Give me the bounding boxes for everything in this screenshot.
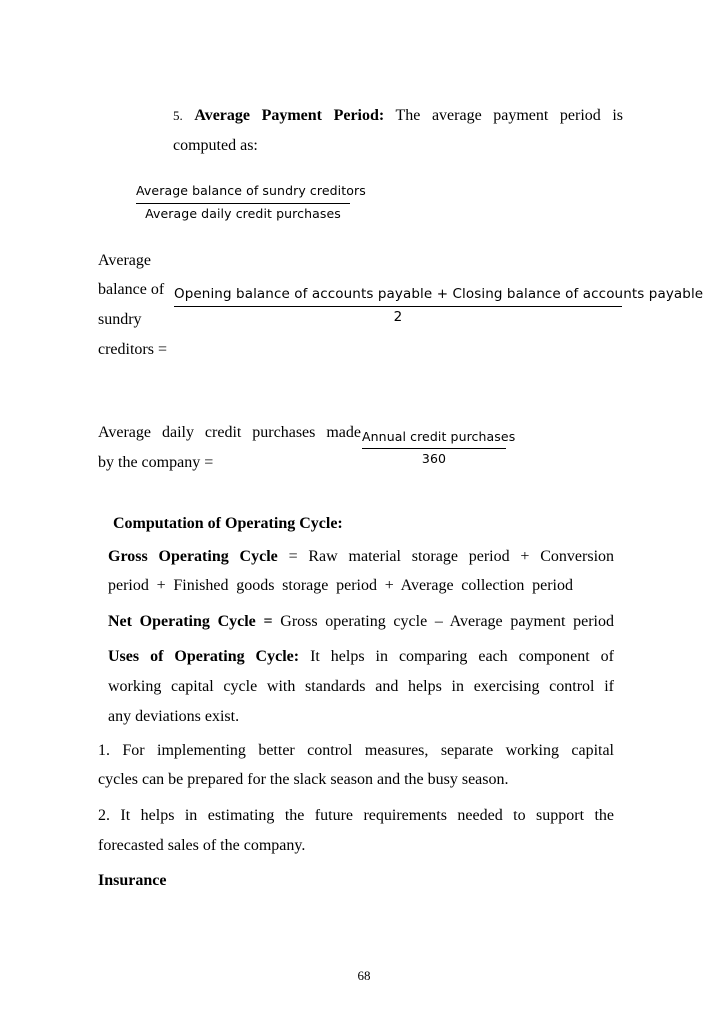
formula2-denominator: 2 — [393, 309, 403, 325]
formula3-numerator: Annual credit purchases — [362, 429, 516, 444]
gross-label: Gross Operating Cycle — [108, 548, 278, 565]
formula1-fraction-bar — [136, 203, 350, 204]
uses-label: Uses of Operating Cycle: — [108, 648, 300, 665]
insurance-heading: Insurance — [98, 872, 167, 889]
point2-line2: forecasted sales of the company. — [98, 837, 306, 854]
net-rest: Gross operating cycle – Average payment period — [280, 613, 614, 630]
formula1-numerator: Average balance of sundry creditors — [136, 183, 366, 198]
formula2-label-line3: sundry — [98, 311, 142, 328]
operating-cycle-heading: Computation of Operating Cycle: — [113, 515, 343, 532]
formula2-label-line4: creditors = — [98, 341, 167, 358]
item5-line1-rest: The average payment period is — [395, 107, 624, 124]
formula2-fraction-bar — [174, 306, 622, 307]
formula3-fraction-bar — [362, 448, 506, 449]
net-label: Net Operating Cycle = — [108, 613, 273, 630]
formula3-label-line1: Average daily credit purchases made — [98, 424, 361, 441]
uses-line1-rest: It helps in comparing each component of — [310, 648, 615, 665]
formula2-label-line2: balance of — [98, 281, 165, 298]
item5-line2: computed as: — [173, 137, 258, 154]
formula1-denominator: Average daily credit purchases — [145, 206, 341, 221]
net-line — [108, 613, 614, 631]
gross-line1-rest: = Raw material storage period + Conversion — [288, 548, 615, 565]
item5-line1 — [173, 107, 623, 125]
uses-line1 — [108, 648, 614, 666]
point2-line1: 2. It helps in estimating the future requirements needed to support the — [98, 807, 614, 824]
formula2-label-line1: Average — [98, 252, 151, 269]
item5-heading: Average Payment Period: — [194, 107, 385, 124]
point1-line2: cycles can be prepared for the slack season and the busy season. — [98, 771, 509, 788]
uses-line2: working capital cycle with standards and helps in exercising control if — [108, 678, 614, 695]
item5-number: 5. — [173, 108, 183, 123]
formula3-denominator: 360 — [421, 451, 447, 466]
uses-line3: any deviations exist. — [108, 708, 240, 725]
formula2-numerator: Opening balance of accounts payable + Closing balance of accounts payable — [174, 286, 704, 302]
gross-line1 — [108, 548, 614, 566]
point1-line1: 1. For implementing better control measures, separate working capital — [98, 742, 614, 759]
gross-line2: period + Finished goods storage period + Average collection period — [108, 577, 573, 594]
page-number: 68 — [357, 968, 371, 983]
formula3-label-line2: by the company = — [98, 454, 214, 471]
